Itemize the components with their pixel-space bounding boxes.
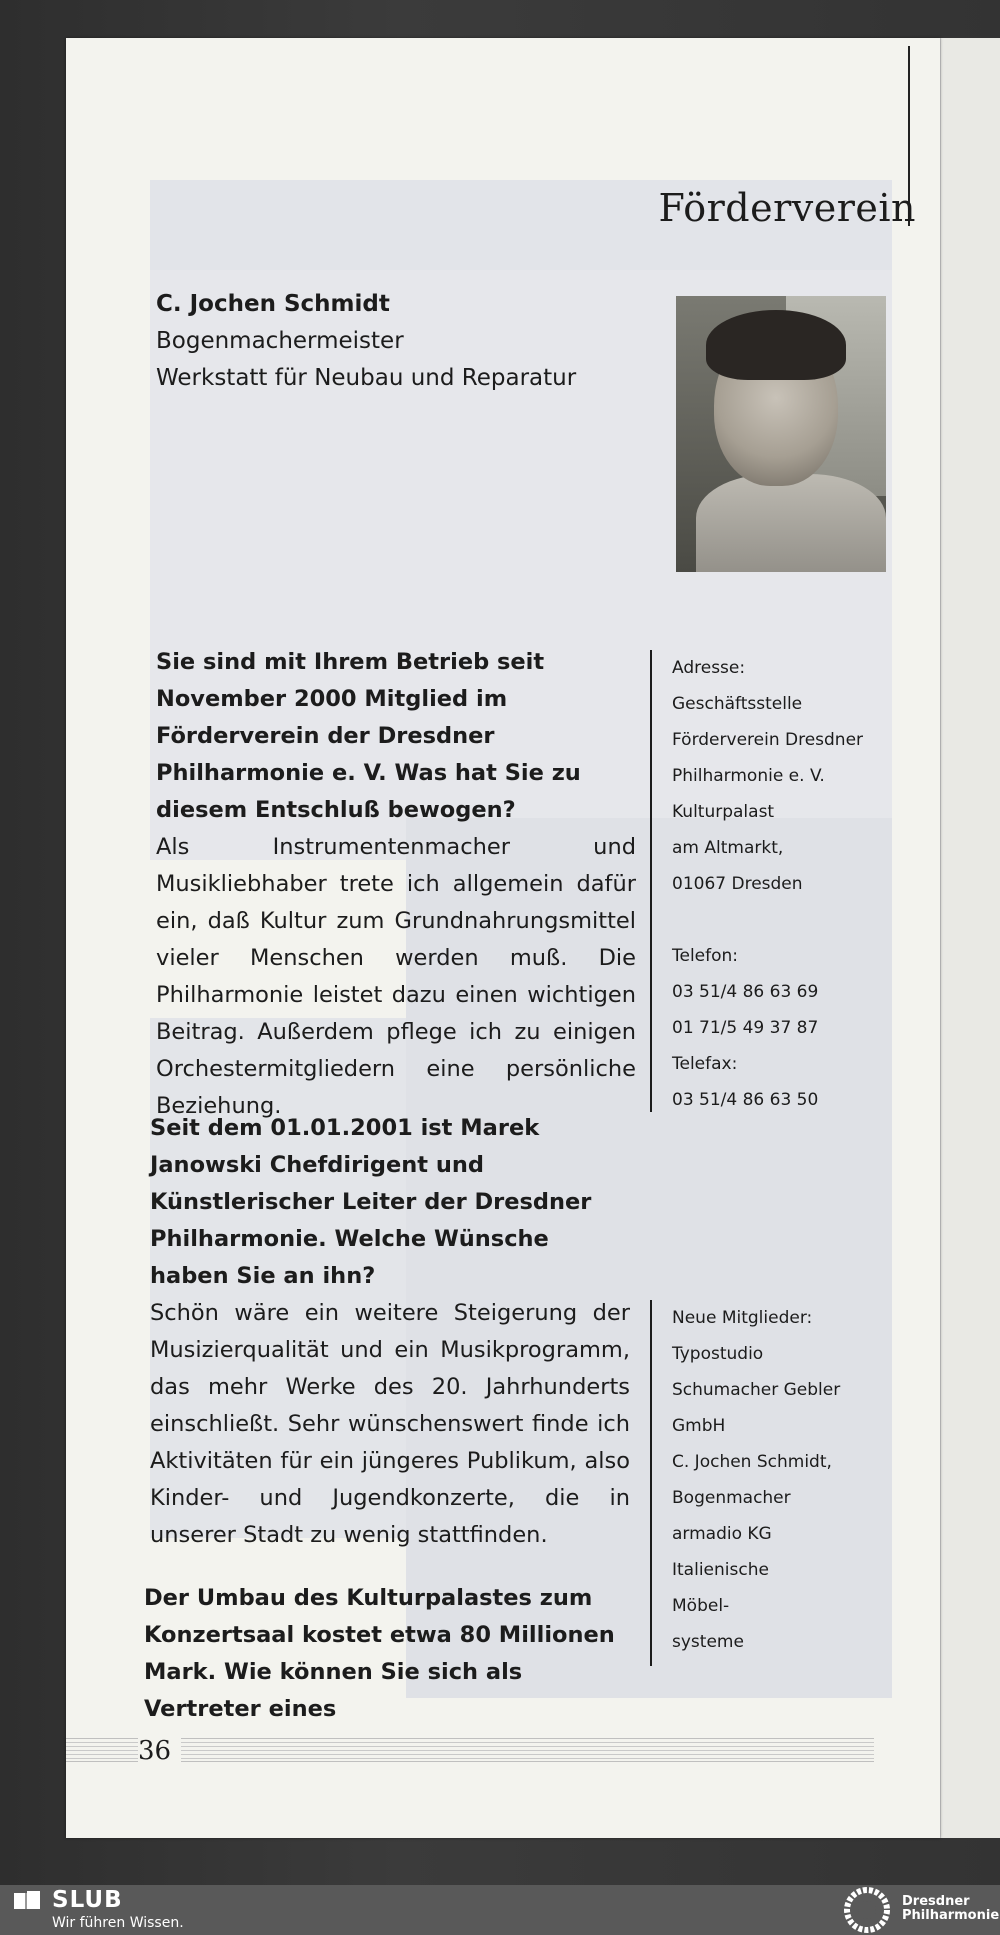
page-number: 36 (138, 1736, 181, 1766)
brochure-page (66, 38, 940, 1838)
footer-rule (66, 1738, 874, 1762)
member-line: Bogenmacher (672, 1488, 791, 1508)
new-members-label: Neue Mitglieder: (672, 1308, 813, 1328)
photo-shoulders (696, 474, 886, 572)
phone-number: 03 51/4 86 63 69 (672, 982, 819, 1002)
interview-section-1 (156, 644, 636, 1125)
member-line: systeme (672, 1632, 744, 1652)
address-line: Philharmonie e. V. (672, 766, 825, 786)
profile-name: C. Jochen Schmidt (156, 291, 390, 317)
address-line: Kulturpalast (672, 802, 775, 822)
interview-answer: Als Instrumentenmacher und Musikliebhaber trete ich allgemein dafür ein, daß Kultur zum Grundnahrungsmittel vieler Menschen werden muß. Die Philharmonie leistet dazu einen wichtigen Beitrag. Außerdem pflege ich zu einigen Orchestermitgliedern eine persönliche Beziehung. (156, 834, 636, 1119)
portrait-photo (676, 296, 886, 572)
fax-label: Telefax: (672, 1054, 738, 1074)
slub-logo-text: SLUB (52, 1887, 123, 1913)
section-title: Förderverein (658, 186, 916, 230)
member-line: GmbH (672, 1416, 726, 1436)
spacer (672, 902, 863, 938)
address-line: Geschäftsstelle (672, 694, 803, 714)
partner-line-1: Dresdner (902, 1894, 970, 1909)
address-line: am Altmarkt, (672, 838, 784, 858)
photo-hair (706, 310, 846, 380)
interview-section-3 (144, 1580, 630, 1728)
interview-question: Sie sind mit Ihrem Betrieb seit November 2000 Mitglied im Förderverein der Dresdner Philharmonie e. V. Was hat Sie zu diesem Entschluß bewogen? (156, 649, 581, 823)
member-line: Möbel- (672, 1596, 730, 1616)
address-sidebar (650, 650, 863, 1112)
philharmonie-logo-icon (842, 1887, 892, 1933)
interview-question: Seit dem 01.01.2001 ist Marek Janowski Chefdirigent und Künstlerischer Leiter der Dresdner Philharmonie. Welche Wünsche haben Sie an ihn? (150, 1115, 592, 1289)
partner-line-2: Philharmonie (902, 1908, 1000, 1923)
viewer-bottom-bar (0, 1885, 1000, 1935)
member-line: Typostudio (672, 1344, 764, 1364)
profile-title: Bogenmachermeister (156, 328, 404, 354)
phone-label: Telefon: (672, 946, 739, 966)
profile-workshop: Werkstatt für Neubau und Reparatur (156, 365, 577, 391)
member-line: armadio KG (672, 1524, 772, 1544)
interview-section-2 (150, 1110, 630, 1554)
interview-question: Der Umbau des Kulturpalastes zum Konzertsaal kostet etwa 80 Millionen Mark. Wie können Sie sich als Vertreter eines (144, 1585, 615, 1722)
profile-block (156, 286, 576, 397)
member-line: Italienische (672, 1560, 769, 1580)
fax-number: 03 51/4 86 63 50 (672, 1090, 819, 1110)
address-line: 01067 Dresden (672, 874, 803, 894)
new-members-sidebar (650, 1300, 840, 1666)
member-line: Schumacher Gebler (672, 1380, 841, 1400)
phone-number: 01 71/5 49 37 87 (672, 1018, 819, 1038)
philharmonie-logo-text (902, 1895, 999, 1923)
address-line: Förderverein Dresdner (672, 730, 864, 750)
slub-slogan: Wir führen Wissen. (52, 1915, 184, 1931)
member-line: C. Jochen Schmidt, (672, 1452, 832, 1472)
address-label: Adresse: (672, 658, 746, 678)
interview-answer: Schön wäre ein weitere Steigerung der Musizierqualität und ein Musikprogramm, das mehr Werke des 20. Jahrhunderts einschließt. Sehr wünschenswert finde ich Aktivitäten für ein jüngeres Publikum, also Kinder- und Jugendkonzerte, die in unserer Stadt zu wenig stattfinden. (150, 1300, 630, 1548)
next-page-edge (940, 38, 1000, 1838)
slub-logo-icon (14, 1891, 40, 1911)
